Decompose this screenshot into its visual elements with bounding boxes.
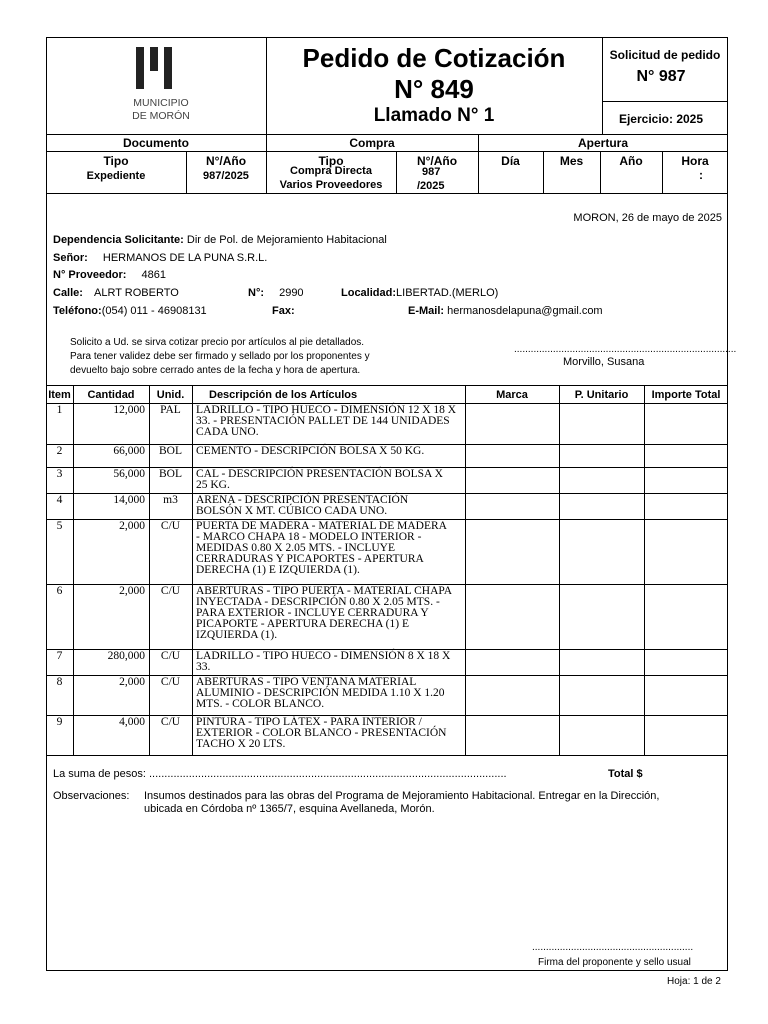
telefono-label: Teléfono: bbox=[53, 305, 102, 317]
row-7-unid: C/U bbox=[160, 650, 181, 662]
compra-header: Compra bbox=[349, 136, 395, 150]
row-4-desc-line: BOLSÓN X MT. CÚBICO CADA UNO. bbox=[196, 505, 388, 517]
solicito-line-1: Solicito a Ud. se sirva cotizar precio por artículos al pie detallados. bbox=[70, 337, 365, 348]
row-8-desc-line: MTS. - COLOR BLANCO. bbox=[196, 698, 325, 710]
page-number: Hoja: 1 de 2 bbox=[667, 976, 721, 987]
localidad-label: Localidad: bbox=[341, 287, 397, 299]
calle-value: ALRT ROBERTO bbox=[94, 287, 179, 299]
row-5-desc-line: PUERTA DE MADERA - MATERIAL DE MADERA bbox=[196, 520, 447, 532]
row-4-cantidad: 14,000 bbox=[113, 494, 145, 506]
compra-tipo-value-2: Varios Proveedores bbox=[279, 179, 383, 191]
solicito-line-3: devuelto bajo sobre cerrado antes de la fecha y hora de apertura. bbox=[70, 365, 361, 376]
hora-label: Hora bbox=[681, 154, 709, 168]
row-8-desc-line: ALUMINIO - DESCRIPCIÓN MEDIDA 1.10 X 1.20 bbox=[196, 687, 445, 699]
row-2-item: 2 bbox=[56, 445, 63, 457]
proveedor-label: N° Proveedor: bbox=[53, 269, 127, 281]
row-1-cantidad: 12,000 bbox=[113, 404, 145, 416]
firma-linea: ................................................................................ bbox=[514, 344, 737, 355]
row-4-desc-line: ARENA - DESCRIPCIÓN PRESENTACIÓN bbox=[196, 494, 409, 506]
row-7-desc-line: LADRILLO - TIPO HUECO - DIMENSIÓN 8 X 18 X bbox=[196, 650, 451, 662]
row-1-descripcion bbox=[196, 405, 456, 438]
row-5-desc-line: MEDIDAS 0.80 X 2.05 MTS. - INCLUYE bbox=[196, 542, 396, 554]
telefono-value: (054) 011 - 46908131 bbox=[101, 305, 207, 317]
col-header-p-unitario: P. Unitario bbox=[574, 389, 629, 401]
col-header-marca: Marca bbox=[496, 389, 528, 401]
row-6-desc-line: IZQUIERDA (1). bbox=[196, 629, 278, 641]
divider bbox=[465, 385, 466, 755]
col-header-unid: Unid. bbox=[156, 389, 185, 401]
divider bbox=[73, 385, 74, 755]
compra-nro-value-2: /2025 bbox=[417, 180, 445, 192]
row-7-desc-line: 33. bbox=[196, 661, 211, 673]
divider bbox=[149, 385, 150, 755]
senor-label: Señor: bbox=[53, 252, 88, 264]
row-6-unid: C/U bbox=[160, 585, 181, 597]
dia-label: Día bbox=[501, 154, 520, 168]
row-5-cantidad: 2,000 bbox=[119, 520, 145, 532]
divider bbox=[46, 193, 728, 194]
divider bbox=[46, 755, 728, 756]
row-5-desc-line: DERECHA (1) E IZQUIERDA (1). bbox=[196, 564, 360, 576]
llamado-number: Llamado N° 1 bbox=[373, 105, 495, 126]
firma-proponente-label: Firma del proponente y sello usual bbox=[538, 957, 691, 968]
doc-tipo-label: Tipo bbox=[103, 154, 129, 168]
solicitud-number: N° 987 bbox=[636, 68, 686, 85]
numero-value: 2990 bbox=[279, 287, 304, 299]
row-2-unid: BOL bbox=[159, 445, 182, 457]
proveedor-value: 4861 bbox=[141, 269, 167, 281]
compra-tipo-value-1: Compra Directa bbox=[290, 165, 372, 177]
email-label: E-Mail: bbox=[408, 305, 445, 317]
row-6-desc-line: PARA EXTERIOR - INCLUYE CERRADURA Y bbox=[196, 607, 429, 619]
row-8-item: 8 bbox=[56, 676, 63, 688]
row-5-item: 5 bbox=[56, 520, 63, 532]
row-3-descripcion bbox=[196, 469, 443, 491]
row-3-desc-line: CAL - DESCRIPCIÓN PRESENTACIÓN BOLSA X bbox=[196, 468, 443, 480]
row-6-desc-line: PICAPORTE - APERTURA DERECHA (1) E bbox=[196, 618, 409, 630]
numero-label: N°: bbox=[248, 287, 265, 299]
row-9-unid: C/U bbox=[160, 716, 181, 728]
row-4-unid: m3 bbox=[163, 494, 178, 506]
col-header-cantidad: Cantidad bbox=[87, 389, 135, 401]
row-3-cantidad: 56,000 bbox=[113, 468, 145, 480]
solicito-text bbox=[70, 336, 370, 378]
divider bbox=[46, 134, 728, 135]
compra-nro-label: N°/Año bbox=[416, 154, 458, 168]
dependencia-label: Dependencia Solicitante: bbox=[53, 234, 184, 246]
row-6-desc-line: INYECTADA - DESCRIPCIÓN 0.80 X 2.05 MTS. - bbox=[196, 596, 440, 608]
municipio-logo-icon bbox=[126, 44, 198, 92]
row-2-descripcion bbox=[196, 446, 424, 457]
row-1-desc-line: 33. - PRESENTACIÓN PALLET DE 144 UNIDADES bbox=[196, 415, 450, 427]
hora-value: : bbox=[699, 168, 703, 182]
row-7-cantidad: 280,000 bbox=[107, 650, 145, 662]
row-5-desc-line: - MARCO CHAPA 18 - MODELO INTERIOR - bbox=[196, 531, 422, 543]
row-6-descripcion bbox=[196, 586, 452, 641]
row-1-unid: PAL bbox=[160, 404, 181, 416]
row-1-desc-line: LADRILLO - TIPO HUECO - DIMENSIÓN 12 X 18 X bbox=[196, 404, 457, 416]
row-9-cantidad: 4,000 bbox=[119, 716, 145, 728]
row-4-item: 4 bbox=[56, 494, 63, 506]
row-9-descripcion bbox=[196, 717, 446, 750]
divider bbox=[559, 385, 560, 755]
fecha: MORON, 26 de mayo de 2025 bbox=[573, 212, 722, 224]
logo-line-1: MUNICIPIO bbox=[133, 97, 189, 109]
pedido-number: N° 849 bbox=[394, 74, 474, 104]
row-9-desc-line: EXTERIOR - COLOR BLANCO - PRESENTACIÓN bbox=[196, 727, 447, 739]
dependencia-value: Dir de Pol. de Mejoramiento Habitacional bbox=[186, 234, 387, 246]
row-6-item: 6 bbox=[56, 585, 63, 597]
logo-line-2: DE MORÓN bbox=[132, 110, 190, 122]
total-label: Total $ bbox=[608, 768, 643, 780]
row-8-unid: C/U bbox=[160, 676, 181, 688]
doc-tipo-value: Expediente bbox=[86, 170, 146, 182]
row-3-unid: BOL bbox=[159, 468, 182, 480]
mes-label: Mes bbox=[559, 154, 584, 168]
solicito-line-2: Para tener validez debe ser firmado y sellado por los proponentes y bbox=[70, 351, 370, 362]
divider bbox=[192, 385, 193, 755]
fax-label: Fax: bbox=[272, 305, 295, 317]
row-9-item: 9 bbox=[56, 716, 63, 728]
doc-nro-label: N°/Año bbox=[205, 154, 247, 168]
observaciones-label: Observaciones: bbox=[53, 790, 130, 802]
apertura-header: Apertura bbox=[577, 136, 628, 150]
col-header-descripcion: Descripción de los Artículos bbox=[209, 389, 358, 401]
row-2-cantidad: 66,000 bbox=[113, 445, 145, 457]
observaciones-text bbox=[144, 790, 659, 816]
row-6-cantidad: 2,000 bbox=[119, 585, 145, 597]
anio-label: Año bbox=[619, 154, 643, 168]
row-4-descripcion bbox=[196, 495, 408, 517]
row-1-item: 1 bbox=[56, 404, 63, 416]
email-value: hermanosdelapuna@gmail.com bbox=[447, 305, 603, 317]
divider bbox=[602, 101, 728, 102]
row-1-desc-line: CADA UNO. bbox=[196, 426, 259, 438]
row-7-descripcion bbox=[196, 651, 450, 673]
row-7-item: 7 bbox=[56, 650, 63, 662]
solicitud-label: Solicitud de pedido bbox=[609, 48, 721, 62]
row-9-desc-line: TACHO X 20 LTS. bbox=[196, 738, 286, 750]
logo-text bbox=[106, 97, 216, 123]
divider bbox=[46, 151, 728, 152]
observaciones-line-1: Insumos destinados para las obras del Programa de Mejoramiento Habitacional. Entregar en la Dirección, bbox=[144, 790, 660, 802]
row-5-descripcion bbox=[196, 521, 447, 576]
documento-header: Documento bbox=[123, 136, 189, 150]
row-2-desc-line: CEMENTO - DESCRIPCIÓN BOLSA X 50 KG. bbox=[196, 445, 425, 457]
localidad-value: LIBERTAD.(MERLO) bbox=[396, 287, 499, 299]
row-5-unid: C/U bbox=[160, 520, 181, 532]
compra-tipo-label: Tipo bbox=[318, 154, 344, 168]
observaciones-line-2: ubicada en Córdoba nº 1365/7, esquina Avellaneda, Morón. bbox=[144, 803, 435, 815]
firma-proponente-linea: .......................................................... bbox=[532, 942, 694, 953]
row-3-item: 3 bbox=[56, 468, 63, 480]
row-9-desc-line: PINTURA - TIPO LÁTEX - PARA INTERIOR / bbox=[196, 716, 422, 728]
row-6-desc-line: ABERTURAS - TIPO PUERTA - MATERIAL CHAPA bbox=[196, 585, 453, 597]
col-header-item: Item bbox=[48, 389, 71, 401]
calle-label: Calle: bbox=[53, 287, 83, 299]
divider bbox=[644, 385, 645, 755]
firmante: Morvillo, Susana bbox=[563, 356, 645, 368]
compra-nro-value-1: 987 bbox=[422, 166, 441, 178]
row-8-cantidad: 2,000 bbox=[119, 676, 145, 688]
senor-value: HERMANOS DE LA PUNA S.R.L. bbox=[102, 252, 268, 264]
doc-nro-value: 987/2025 bbox=[203, 170, 249, 182]
row-8-desc-line: ABERTURAS - TIPO VENTANA MATERIAL bbox=[196, 676, 417, 688]
suma-de-pesos: La suma de pesos: ..................................................................................................................... bbox=[53, 768, 507, 780]
row-5-desc-line: CERRADURAS Y PICAPORTES - APERTURA bbox=[196, 553, 424, 565]
row-8-descripcion bbox=[196, 677, 445, 710]
ejercicio: Ejercicio: 2025 bbox=[618, 112, 704, 126]
row-3-desc-line: 25 KG. bbox=[196, 479, 230, 491]
col-header-importe-total: Importe Total bbox=[651, 389, 721, 401]
page-title: Pedido de Cotización bbox=[302, 43, 566, 73]
